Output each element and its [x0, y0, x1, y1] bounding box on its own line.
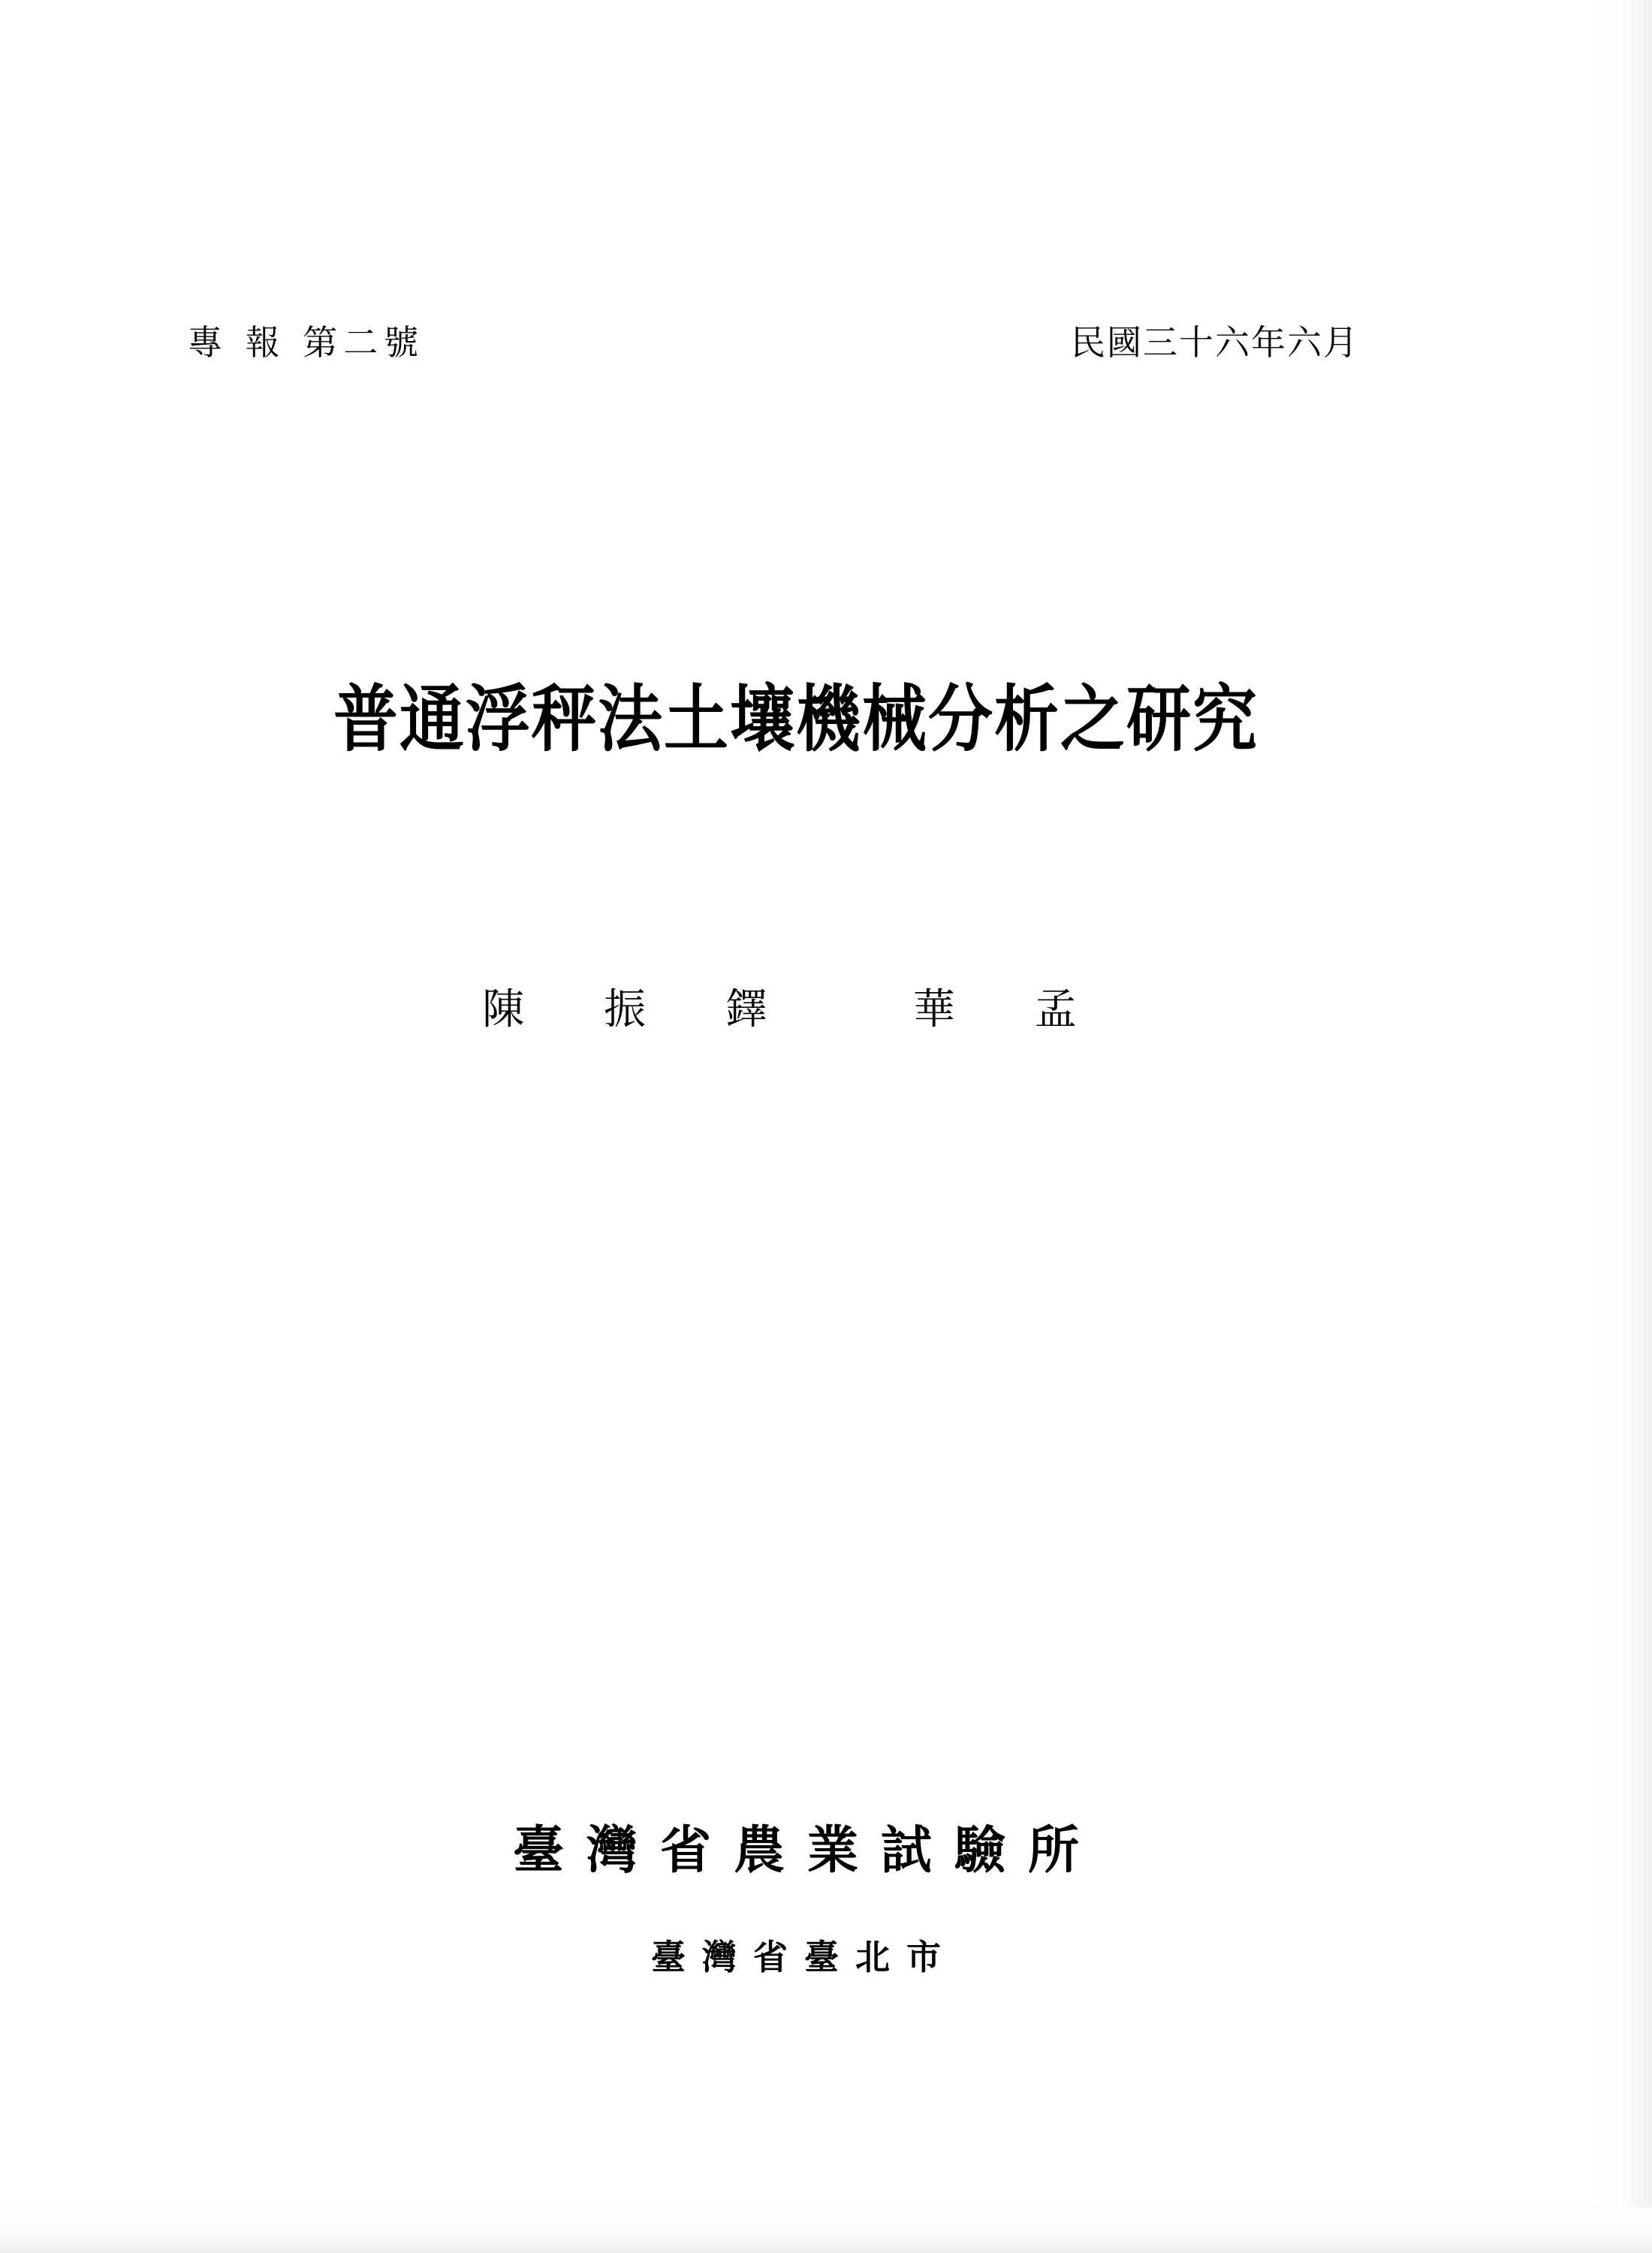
page-header: [188, 315, 1359, 365]
publication-date: 民國三十六年六月: [1071, 322, 1359, 363]
author-name-1: 陳 振 鐸: [482, 985, 800, 1034]
page-title: 普通浮秤法土壤機械分析之研究: [333, 677, 1259, 762]
series-number: 專 報 第二號: [188, 322, 425, 363]
scan-edge-right: [1593, 0, 1652, 2253]
author-entry: [482, 976, 800, 1036]
author-name-2: 華 孟: [912, 985, 1110, 1034]
author-list: [0, 976, 1592, 1036]
publisher-name: 臺灣省農業試驗所: [512, 1821, 1102, 1881]
publisher-location: 臺灣省臺北市: [651, 1937, 957, 1977]
author-entry: [913, 976, 1110, 1036]
author-spacer: [800, 976, 913, 1036]
scan-edge-bottom: [0, 2208, 1652, 2253]
